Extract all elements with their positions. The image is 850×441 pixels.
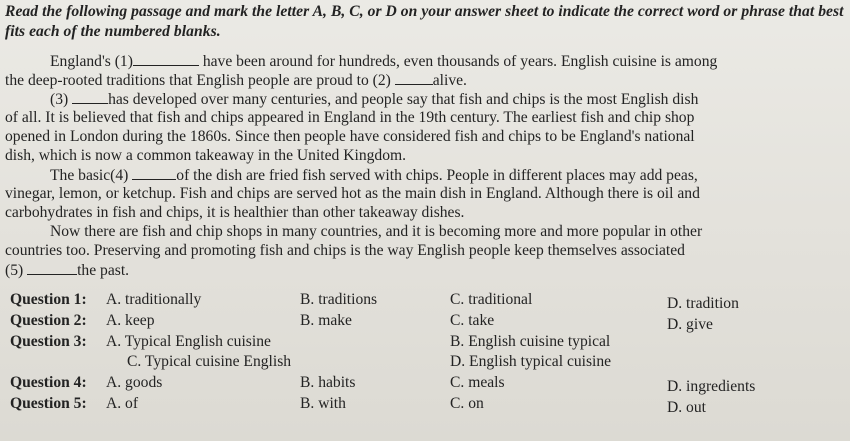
passage-line [5, 127, 695, 146]
blank-4 [132, 165, 176, 180]
passage-line [5, 260, 129, 280]
passage-text: England's (1) [50, 53, 133, 70]
passage-text: Now there are fish and chip shops in many countries, and it is becoming more and more popular in other [50, 223, 703, 240]
blank-3 [72, 89, 108, 104]
passage-text: the past. [77, 262, 130, 279]
passage-line [50, 89, 698, 109]
question-1-option-b[interactable]: B. traditions [300, 291, 378, 308]
passage-text: countries too. Preserving and promoting fish and chips is the way English people keep themselves associated [5, 242, 685, 259]
question-5-option-d[interactable]: D. out [667, 399, 706, 416]
passage-line [50, 51, 717, 71]
instruction-text: Read the following passage and mark the letter A, B, C, or D on your answer sheet to indicate the correct word or phrase that best fits each of the numbered blanks. [5, 3, 844, 40]
question-2-option-a[interactable]: A. keep [106, 312, 155, 329]
question-5-option-c[interactable]: C. on [450, 395, 484, 412]
passage-line [50, 222, 702, 241]
passage-text: opened in London during the 1860s. Since then people have considered fish and chips to be England's national [5, 128, 695, 145]
question-3-option-c[interactable]: C. Typical cuisine English [127, 353, 292, 370]
question-4-option-c[interactable]: C. meals [450, 374, 505, 391]
passage-line [5, 241, 685, 260]
passage-text: dish, which is now a common takeaway in the United Kingdom. [5, 147, 407, 164]
question-2-option-c[interactable]: C. take [450, 312, 495, 329]
passage-line [5, 203, 464, 222]
passage-line [5, 70, 467, 90]
question-5-option-a[interactable]: A. of [106, 395, 139, 412]
passage-line [5, 108, 694, 127]
blank-1 [133, 51, 199, 66]
passage-text: alive. [432, 72, 467, 89]
question-3-option-b[interactable]: B. English cuisine typical [450, 333, 611, 350]
question-3-label: Question 3: [10, 333, 87, 350]
question-3-option-d[interactable]: D. English typical cuisine [450, 353, 612, 370]
passage-line [50, 165, 698, 185]
passage-text: The basic(4) [50, 167, 129, 184]
question-4-option-b[interactable]: B. habits [300, 374, 356, 391]
question-1-option-a[interactable]: A. traditionally [106, 291, 202, 308]
question-5-label: Question 5: [10, 395, 87, 412]
question-1-label: Question 1: [10, 291, 87, 308]
passage-line [5, 184, 700, 203]
passage-text: (3) [50, 91, 69, 108]
question-4-option-a[interactable]: A. goods [106, 374, 163, 391]
passage-text: of the dish are fried fish served with chips. People in different places may add peas, [176, 167, 698, 184]
question-4-option-d[interactable]: D. ingredients [667, 378, 756, 395]
question-1-option-c[interactable]: C. traditional [450, 291, 533, 308]
question-3-option-a[interactable]: A. Typical English cuisine [106, 333, 271, 350]
passage-text: carbohydrates in fish and chips, it is healthier than other takeaway dishes. [5, 204, 465, 221]
question-2-option-b[interactable]: B. make [300, 312, 352, 329]
passage-text: of all. It is believed that fish and chips appeared in England in the 19th century. The earliest fish and chip shop [5, 109, 695, 126]
question-1-option-d[interactable]: D. tradition [667, 295, 739, 312]
passage-text: have been around for hundreds, even thousands of years. English cuisine is among [202, 53, 718, 70]
passage-text: has developed over many centuries, and people say that fish and chips is the most English dish [108, 91, 699, 108]
passage-line [5, 146, 406, 165]
passage-text: (5) [5, 262, 24, 279]
question-4-label: Question 4: [10, 374, 87, 391]
question-5-option-b[interactable]: B. with [300, 395, 346, 412]
passage-text: the deep-rooted traditions that English people are proud to (2) [5, 72, 391, 89]
passage-text: vinegar, lemon, or ketchup. Fish and chips are served hot as the main dish in England. Although there is oil and [5, 185, 700, 202]
blank-2 [395, 70, 433, 85]
question-2-label: Question 2: [10, 312, 87, 329]
blank-5 [27, 260, 77, 275]
question-2-option-d[interactable]: D. give [667, 316, 713, 333]
